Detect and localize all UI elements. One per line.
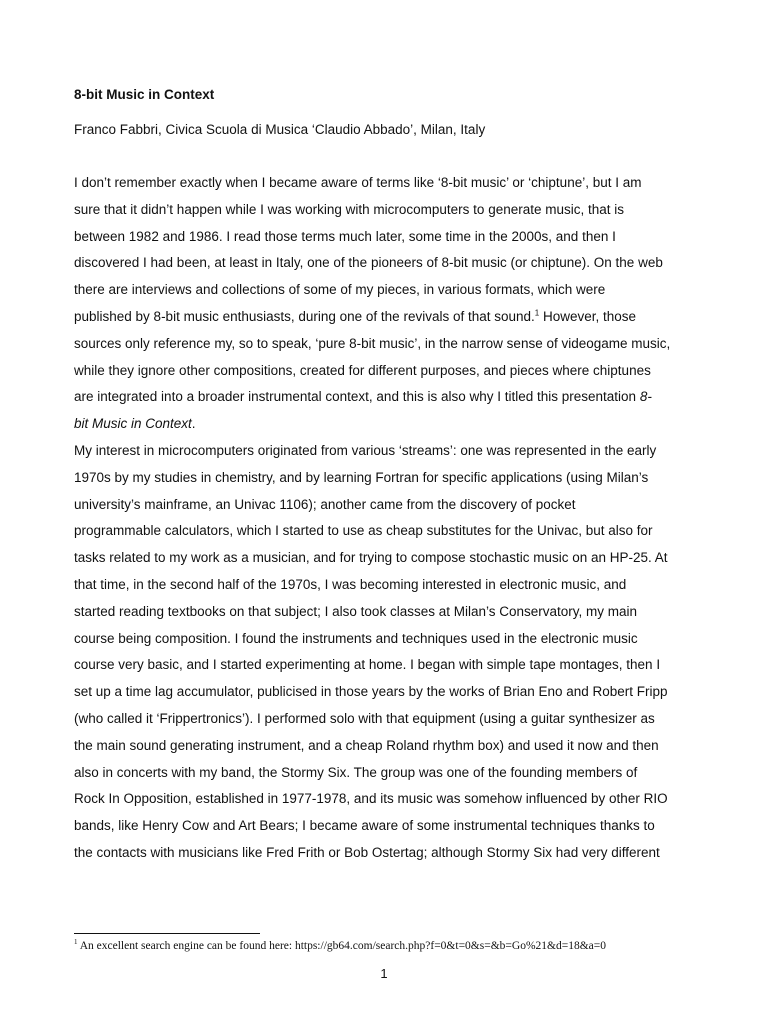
text-line: the main sound generating instrument, and a cheap Roland rhythm box) and used it now and then (74, 737, 659, 753)
italic-title-part: 8- (639, 389, 652, 405)
italic-title-part: bit Music in Context (74, 416, 192, 432)
text-line: sure that it didn’t happen while I was working with microcomputers to generate music, that is (74, 201, 625, 217)
text-line: started reading textbooks on that subject; I also took classes at Milan’s Conservatory, my main (74, 603, 638, 619)
text-line: set up a time lag accumulator, publicised in those years by the works of Brian Eno and Robert Fripp (74, 684, 668, 700)
text-line: programmable calculators, which I started to use as cheap substitutes for the Univac, but also for (74, 523, 653, 539)
text-segment: However, those (539, 308, 637, 324)
text-line: bands, like Henry Cow and Art Bears; I became aware of some instrumental techniques thanks to (74, 818, 655, 834)
document-title: 8-bit Music in Context (74, 87, 215, 102)
footnote (74, 940, 606, 952)
footnote-mark: 1 (74, 938, 78, 947)
author-affiliation: Franco Fabbri, Civica Scuola di Musica ‘Claudio Abbado’, Milan, Italy (74, 122, 486, 137)
text-segment: are integrated into a broader instrumental context, and this is also why I titled this presentation (74, 389, 640, 405)
footnote-separator (74, 933, 260, 934)
text-line: university’s mainframe, an Univac 1106); another came from the discovery of pocket (74, 496, 576, 512)
text-line: the contacts with musicians like Fred Frith or Bob Ostertag; although Stormy Six had very different (74, 844, 660, 860)
body-text (74, 170, 698, 867)
text-line (74, 304, 698, 331)
text-line: (who called it ‘Frippertronics’). I performed solo with that equipment (using a guitar synthesizer as (74, 710, 655, 726)
text-line: Rock In Opposition, established in 1977-1978, and its music was somehow influenced by other RIO (74, 791, 668, 807)
text-line: while they ignore other compositions, created for different purposes, and pieces where chiptunes (74, 362, 651, 378)
text-segment: . (191, 416, 196, 432)
text-line: that time, in the second half of the 1970s, I was becoming interested in electronic music, and (74, 576, 627, 592)
footnote-text[interactable]: An excellent search engine can be found here: https://gb64.com/search.php?f=0&t=0&s=&b=Go%21&d=18&a=0 (77, 940, 606, 952)
text-line: course being composition. I found the instruments and techniques used in the electronic music (74, 630, 638, 646)
text-line: I don’t remember exactly when I became aware of terms like ‘8-bit music’ or ‘chiptune’, but I am (74, 175, 642, 190)
page-number: 1 (380, 966, 388, 981)
text-line: also in concerts with my band, the Stormy Six. The group was one of the founding members of (74, 764, 638, 780)
text-line: tasks related to my work as a musician, and for trying to compose stochastic music on an HP-25. At (74, 550, 668, 566)
footnote-reference[interactable]: 1 (534, 308, 540, 318)
text-line (74, 384, 698, 411)
text-line: course very basic, and I started experimenting at home. I began with simple tape montages, then I (74, 657, 661, 673)
text-line: 1970s by my studies in chemistry, and by learning Fortran for specific applications (using Milan’s (74, 469, 649, 485)
text-line: sources only reference my, so to speak, ‘pure 8-bit music’, in the narrow sense of videogame music, (74, 335, 671, 351)
text-line: discovered I had been, at least in Italy, one of the pioneers of 8-bit music (or chiptune). On the web (74, 255, 663, 271)
text-line (74, 411, 698, 438)
text-line: My interest in microcomputers originated from various ‘streams’: one was represented in the early (74, 442, 657, 458)
text-line: there are interviews and collections of some of my pieces, in various formats, which were (74, 282, 606, 298)
text-segment: published by 8-bit music enthusiasts, during one of the revivals of that sound. (74, 308, 535, 324)
text-line: between 1982 and 1986. I read those terms much later, some time in the 2000s, and then I (74, 228, 616, 244)
